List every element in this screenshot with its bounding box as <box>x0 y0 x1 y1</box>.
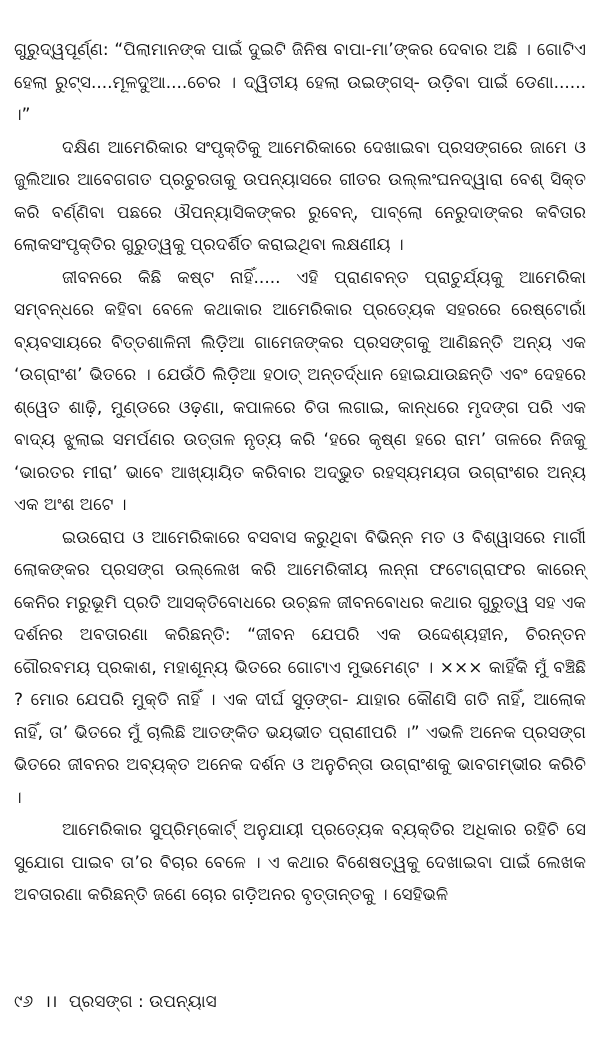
paragraph: ଦକ୍ଷିଣ ଆମେରିକାର ସଂପୃକ୍ତିକୁ ଆମେରିକାରେ ଦେଖାଇବା ପ୍ରସଙ୍ଗରେ ଜାମେ ଓ ଜୁଲିଆର ଆବେଗଗତ ପ୍ରଚୁରତାକୁ ଉପନ୍ୟାସରେ ଗୀତର ଉଲ୍ଲଂଘନଦ୍ୱାରା ବେଶ୍ ସିକ୍ତ କରି ବର୍ଣ୍ଣିବା ପଛରେ ଔପନ୍ୟାସିକଙ୍କର ରୁବେନ୍, ପାବ୍ଲୋ ନେରୁଦାଙ୍କର କବିତାର ଲୋକସଂପୃକ୍ତିର ଗୁରୁତ୍ୱକୁ ପ୍ରଦର୍ଶିତ କରାଇଥିବା ଲକ୍ଷଣୀୟ । <box>14 137 586 255</box>
paragraph: ଇଉରୋପ ଓ ଆମେରିକାରେ ବସବାସ କରୁଥିବା ବିଭିନ୍ନ ମତ ଓ ବିଶ୍ୱାସରେ ମାର୍ଗୀ ଲୋକଙ୍କର ପ୍ରସଙ୍ଗ ଉଲ୍ଲେଖ କରି ଆମେରିକୀୟ ଲନ୍ନା ଫଟୋଗ୍ରାଫର କାରେନ୍ କେନିର ମରୁଭୂମି ପ୍ରତି ଆସକ୍ତିବୋଧରେ ଉଚ୍ଛଳ ଜୀବନବୋଧର କଥାର ଗୁରୁତ୍ୱ ସହ ଏକ ଦର୍ଶନର ଅବତାରଣା କରିଛନ୍ତି: “ଜୀବନ ଯେପରି ଏକ ଉଦ୍ଦେଶ୍ୟହୀନ, ଚିରନ୍ତନ ଗୌରବମୟ ପ୍ରକାଶ, ମହାଶୂନ୍ୟ ଭିତରେ ଗୋଟାଏ ମୁଭମେଣ୍ଟ । ××× କାହିଁକି ମୁଁ ବଞ୍ଚିଛି ? ମୋର ଯେପରି ମୁକ୍ତି ନାହିଁ । ଏକ ଦୀର୍ଘ ସୁଡ଼ଙ୍ଗ- ଯାହାର କୌଣସି ଗତି ନାହିଁ, ଆଲୋକ ନାହିଁ, ତା’ ଭିତରେ ମୁଁ ଚାଲିଛି ଆତଙ୍କିତ ଭୟଭୀତ ପ୍ରାଣୀପରି ।” ଏଭଳି ଅନେକ ପ୍ରସଙ୍ଗ ଭିତରେ ଜୀବନର ଅବ୍ୟକ୍ତ ଅନେକ ଦର୍ଶନ ଓ ଅନୁଚିନ୍ତା ଉଗ୍ରାଂଶକୁ ଭାବଗମ୍ଭୀର କରିଚି । <box>14 527 586 808</box>
paragraph: ଜୀବନରେ କିଛି କଷ୍ଟ ନାହିଁ..... ଏହି ପ୍ରାଣବନ୍ତ ପ୍ରାଚୁର୍ଯ୍ୟକୁ ଆମେରିକା ସମ୍ବନ୍ଧରେ କହିବା ବେଳେ କଥାକାର ଆମେରିକାର ପ୍ରତ୍ୟେକ ସହରରେ ରେଷ୍ଟୋରାଁ ବ୍ୟବସାୟରେ ବିତ୍ତଶାଳିନୀ ଲିଡ଼ିଆ ଗାମେଜଙ୍କର ପ୍ରସଙ୍ଗକୁ ଆଣିଛନ୍ତି ଅନ୍ୟ ଏକ ‘ଉଗ୍ରାଂଶ’ ଭିତରେ । ଯେଉଁଠି ଲିଡ଼ିଆ ହଠାତ୍ ଅନ୍ତର୍ଦ୍ଧାନ ହୋଇଯାଉଛନ୍ତି ଏବଂ ଦେହରେ ଶ୍ୱେତ ଶାଢ଼ି, ମୁଣ୍ଡରେ ଓଢ଼ଣା, କପାଳରେ ଚିତା ଲଗାଇ, କାନ୍ଧରେ ମୃଦଙ୍ଗ ପରି ଏକ ବାଦ୍ୟ ଝୁଲାଇ ସମର୍ପଣର ଉତ୍ତାଳ ନୃତ୍ୟ କରି ‘ହରେ କୃଷ୍ଣ ହରେ ରାମ’ ତାଳରେ ନିଜକୁ ‘ଭାରତର ମୀରା’ ଭାବେ ଆଖ୍ୟାୟିତ କରିବାର ଅଦ୍ଭୁତ ରହସ୍ୟମୟତା ଉଗ୍ରାଂଶର ଅନ୍ୟ ଏକ ଅଂଶ ଅଟେ । <box>14 267 586 515</box>
book-title: ପ୍ରସଙ୍ଗ : ଉପନ୍ୟାସ <box>68 992 217 1012</box>
page-footer <box>14 988 223 1016</box>
paragraph: ଆମେରିକାର ସୁପ୍ରିମ୍‌କୋର୍ଟ୍ ଅନୁଯାୟୀ ପ୍ରତ୍ୟେକ ବ୍ୟକ୍ତିର ଅଧିକାର ରହିଚି ସେ ସୁଯୋଗ ପାଇବ ତା’ର ବିଚାର ବେଳେ । ଏ କଥାର ବିଶେଷତ୍ୱକୁ ଦେଖାଇବା ପାଇଁ ଲେଖକ ଅବତାରଣା କରିଛନ୍ତି ଜଣେ ଚୋର ଗଡ଼ିଅନର ବୃତ୍ତାନ୍ତକୁ । ସେହିଭଳି <box>14 820 586 905</box>
paragraph-quote: ଗୁରୁଦ୍ୱପୂର୍ଣ୍ଣ: “ପିଲାମାନଙ୍କ ପାଇଁ ଦୁଇଟି ଜିନିଷ ବାପା-ମା’ଙ୍କର ଦେବାର ଅଛି । ଗୋଟିଏ ହେଲା ରୁଟ୍ସ....ମୂଳଦୁଆ....ଚେର । ଦ୍ୱିତୀୟ ହେଲା ଉଇଙ୍ଗସ୍- ଉଡ଼ିବା ପାଇଁ ଡେଣା...... ।” <box>14 40 586 125</box>
footer-separator: ।। <box>44 992 58 1012</box>
body-text <box>14 34 586 912</box>
page-number: ୯୬ <box>14 992 34 1012</box>
